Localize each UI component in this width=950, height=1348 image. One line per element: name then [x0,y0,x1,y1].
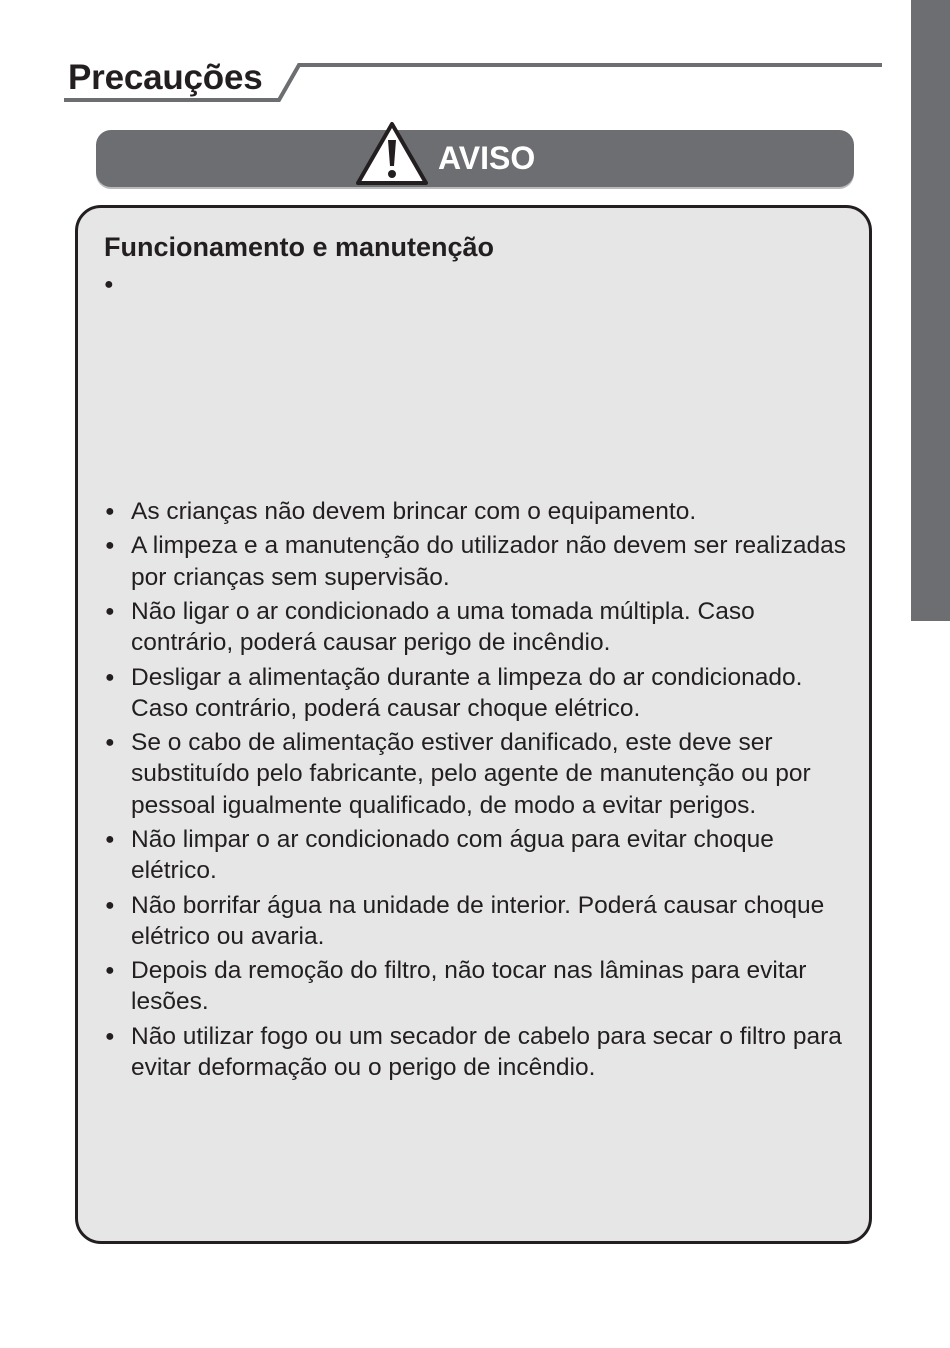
bullet-icon: ● [105,896,115,914]
bullet-icon: ● [105,830,115,848]
list-item [104,596,856,658]
precaution-list [104,496,856,1086]
bullet-icon: ● [105,503,115,520]
bullet-icon: ● [105,668,115,686]
list-item-text: Não limpar o ar condicionado com água para evitar choque elétrico. [131,825,774,885]
warning-label: AVISO [438,140,536,176]
empty-bullet: ● [104,276,114,293]
list-item-text: As crianças não devem brincar com o equipamento. [131,498,697,525]
list-item-text: Não ligar o ar condicionado a uma tomada múltipla. Caso contrário, poderá causar perigo de incêndio. [131,597,755,657]
list-item [104,496,856,527]
bullet-icon: ● [105,734,115,752]
list-item-text: Depois da remoção do filtro, não tocar nas lâminas para evitar lesões. [131,957,807,1016]
list-item [104,530,856,592]
list-item-text: Não utilizar fogo ou um secador de cabelo para secar o filtro para evitar deformação ou o perigo de incêndio. [131,1022,842,1081]
list-item [104,662,856,724]
section-side-tab [911,0,950,621]
page-title: Precauções [68,58,263,97]
list-item [104,727,856,821]
list-item-text: Desligar a alimentação durante a limpeza do ar condicionado. Caso contrário, poderá causar choque elétrico. [131,663,803,722]
list-item-text: A limpeza e a manutenção do utilizador não devem ser realizadas por crianças sem supervisão. [131,532,846,591]
panel-heading: Funcionamento e manutenção [104,232,495,262]
list-item-text: Se o cabo de alimentação estiver danificado, este deve ser substituído pelo fabricante, pelo agente de manutenção ou por pessoal igualmente qualificado, de modo a evitar perigos. [131,729,811,819]
list-item [104,824,856,886]
list-item-text: Não borrifar água na unidade de interior. Poderá causar choque elétrico ou avaria. [131,891,825,950]
warning-triangle-icon [355,120,429,186]
list-item [104,890,856,952]
bullet-icon: ● [105,1027,115,1045]
list-item [104,1021,856,1083]
bullet-icon: ● [105,602,115,620]
bullet-icon: ● [105,537,115,555]
bullet-icon: ● [105,962,115,980]
section-header [64,58,884,104]
list-item [104,955,856,1017]
